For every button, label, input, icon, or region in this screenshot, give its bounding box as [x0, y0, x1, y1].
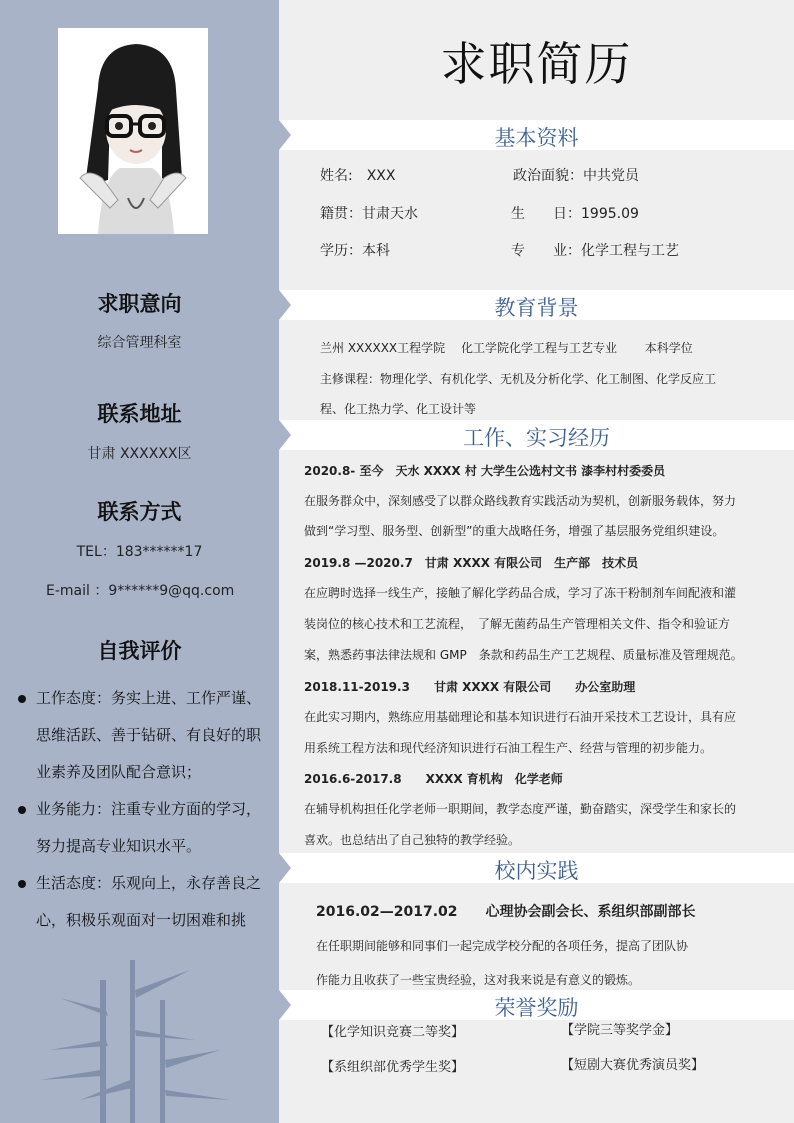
work-item-head: 2016.6-2017.8 XXXX 育机构 化学老师 [304, 772, 563, 786]
campus-line: 在任职期间能够和同事们一起完成学校分配的各项任务，提高了团队协 [316, 939, 689, 953]
work-item-head: 2018.11-2019.3 甘肃 XXXX 有限公司 办公室助理 [304, 680, 636, 694]
basic-name: 姓名: XXX [320, 168, 396, 184]
self-eval-item: 工作态度：务实上进、工作严谨、思维活跃、善于钻研、有良好的职业素养及团队配合意识； [18, 680, 263, 791]
self-eval-heading: 自我评价 [97, 639, 182, 663]
work-item-line: 在此实习期内，熟练应用基础理论和基本知识进行石油开采技术工艺设计，具有应 [304, 710, 737, 724]
honor-item: 【化学知识竞赛二等奖】 [321, 1025, 465, 1040]
section-education-title: 教育背景 [494, 296, 579, 320]
education-line: 兰州 XXXXXX工程学院 化工学院化学工程与工艺专业 本科学位 [320, 341, 693, 355]
campus-head: 2016.02—2017.02 心理协会副会长、系组织部副部长 [316, 904, 696, 920]
tel-value: TEL：183******17 [76, 544, 203, 560]
work-item-line: 在服务群众中，深刻感受了以群众路线教育实践活动为契机，创新服务载体，努力 [304, 494, 737, 508]
education-line: 程、化工热力学、化工设计等 [320, 402, 477, 416]
basic-origin: 籍贯：甘肃天水 [320, 206, 418, 222]
page-title: 求职简历 [440, 37, 633, 91]
work-item-head: 2019.8 —2020.7 甘肃 XXXX 有限公司 生产部 技术员 [304, 556, 639, 570]
basic-major: 专 业：化学工程与工艺 [511, 243, 679, 259]
honor-item: 【短剧大赛优秀演员奖】 [561, 1058, 705, 1073]
work-item-line: 案，熟悉药事法律法规和 GMP 条款和药品生产工艺规程、质量标准及管理规范。 [304, 648, 743, 662]
sidebar [0, 0, 279, 1123]
honor-item: 【系组织部优秀学生奖】 [321, 1060, 465, 1075]
basic-political: 政治面貌：中共党员 [513, 168, 639, 184]
honor-item: 【学院三等奖学金】 [561, 1023, 679, 1038]
work-item-line: 在辅导机构担任化学老师一职期间，教学态度严谨，勤奋踏实，深受学生和家长的 [304, 802, 737, 816]
self-eval-item: 生活态度：乐观向上，永存善良之心，积极乐观面对一切困难和挑 [18, 865, 263, 939]
section-campus-header [279, 853, 794, 883]
main-content [279, 0, 794, 1123]
work-item-head: 2020.8- 至今 天水 XXXX 村 大学生公选村文书 漆李村村委委员 [304, 464, 666, 478]
section-campus-title: 校内实践 [494, 859, 579, 883]
education-line: 主修课程：物理化学、有机化学、无机及分析化学、化工制图、化学反应工 [320, 372, 717, 386]
address-value: 甘肃 XXXXXX区 [87, 446, 192, 462]
profile-photo [58, 28, 208, 234]
work-item-line: 做到“学习型、服务型、创新型”的重大战略任务，增强了基层服务党组织建设。 [304, 524, 725, 538]
work-item-line: 在应聘时选择一线生产，接触了解化学药品合成，学习了冻干粉制剂车间配液和灌 [304, 586, 737, 600]
basic-degree: 学历：本科 [320, 243, 390, 259]
contact-heading: 联系方式 [97, 500, 182, 524]
job-intent-value: 综合管理科室 [97, 335, 182, 351]
basic-birth: 生 日：1995.09 [511, 206, 639, 222]
bamboo-decoration [20, 950, 260, 1123]
section-basic-title: 基本资料 [494, 126, 579, 150]
section-honors-header [279, 990, 794, 1020]
job-intent-heading: 求职意向 [97, 292, 182, 316]
work-item-line: 装岗位的核心技术和工艺流程， 了解无菌药品生产管理相关文件、指令和验证方 [304, 617, 731, 631]
self-eval-list [18, 680, 263, 939]
campus-line: 作能力且收获了一些宝贵经验，这对我来说是有意义的锻炼。 [316, 973, 641, 987]
work-item-line: 用系统工程方法和现代经济知识进行石油工程生产、经营与管理的初步能力。 [304, 741, 713, 755]
email-value: E-mail ：9******9@qq.com [46, 583, 235, 599]
section-basic-header [279, 120, 794, 150]
section-education-header [279, 290, 794, 320]
self-eval-item: 业务能力：注重专业方面的学习，努力提高专业知识水平。 [18, 791, 263, 865]
section-work-title: 工作、实习经历 [463, 426, 610, 450]
section-work-header [279, 420, 794, 450]
address-heading: 联系地址 [97, 402, 182, 426]
section-honors-title: 荣誉奖励 [494, 996, 579, 1020]
work-item-line: 喜欢。也总结出了自己独特的教学经验。 [304, 833, 521, 847]
